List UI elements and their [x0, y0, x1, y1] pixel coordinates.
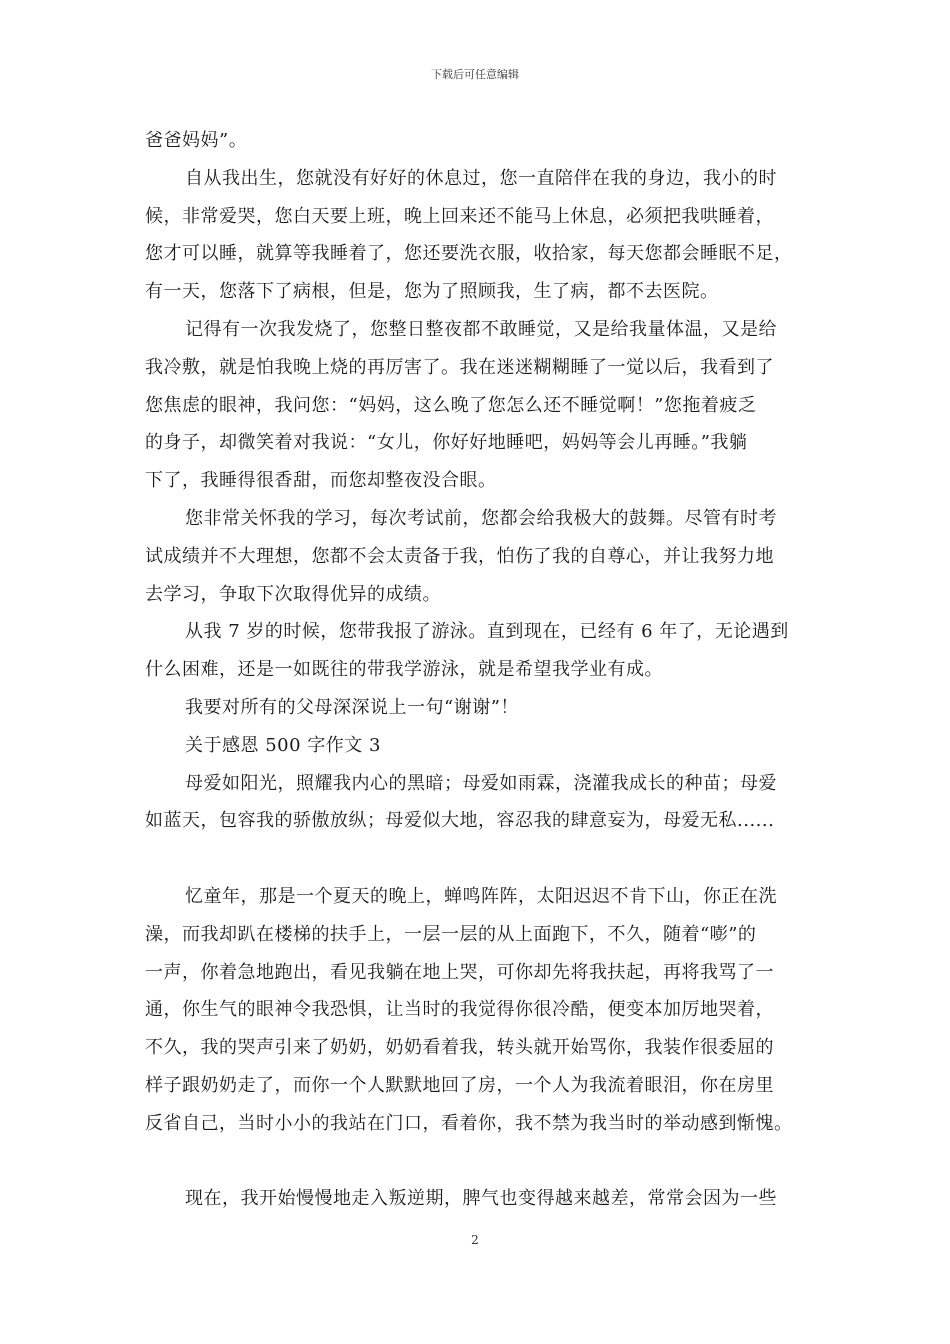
text-line: 通，你生气的眼神令我恐惧，让当时的我觉得你很冷酷，便变本加厉地哭着，	[145, 999, 774, 1021]
text-line: 记得有一次我发烧了，您整日整夜都不敢睡觉，又是给我量体温，又是给	[185, 318, 777, 340]
paragraph	[145, 311, 815, 500]
text-line: 我要对所有的父母深深说上一句“谢谢”！	[185, 696, 519, 718]
paragraph	[145, 689, 815, 727]
blank-line	[145, 840, 815, 878]
paragraph	[145, 613, 815, 689]
text-line: 忆童年，那是一个夏天的晚上，蝉鸣阵阵，太阳迟迟不肯下山，你正在洗	[185, 885, 777, 907]
paragraph	[145, 160, 815, 311]
text-line: 澡，而我却趴在楼梯的扶手上，一层一层的从上面跑下，不久，随着“嘭”的	[145, 923, 757, 945]
text-line: 去学习，争取下次取得优异的成绩。	[145, 583, 441, 605]
text-line: 如蓝天，包容我的骄傲放纵；母爱似大地，容忍我的肆意妄为，母爱无私......	[145, 810, 775, 832]
paragraph	[145, 765, 815, 841]
text-line: 不久，我的哭声引来了奶奶，奶奶看着我，转头就开始骂你，我装作很委屈的	[145, 1037, 774, 1059]
text-line: 试成绩并不大理想，您都不会太责备于我，怕伤了我的自尊心，并让我努力地	[145, 545, 774, 567]
text-line: 下了，我睡得很香甜，而您却整夜没合眼。	[145, 470, 497, 492]
text-line: 您焦虑的眼神，我问您：“妈妈，这么晚了您怎么还不睡觉啊！”您拖着疲乏	[145, 394, 757, 416]
page-header: 下载后可任意编辑	[431, 68, 519, 81]
section-heading	[145, 727, 815, 765]
text-line: 您才可以睡，就算等我睡着了，您还要洗衣服，收拾家，每天您都会睡眠不足，	[145, 243, 793, 265]
text-line: 样子跟奶奶走了，而你一个人默默地回了房，一个人为我流着眼泪，你在房里	[145, 1074, 774, 1096]
text-line: 爸爸妈妈”。	[145, 130, 248, 151]
paragraph	[145, 878, 815, 1143]
text-line: 候，非常爱哭，您白天要上班，晚上回来还不能马上休息，必须把我哄睡着，	[145, 205, 774, 227]
text-line: 我冷敷，就是怕我晚上烧的再厉害了。我在迷迷糊糊睡了一觉以后，我看到了	[145, 356, 774, 378]
document-body	[145, 122, 815, 1218]
text-line: 从我 7 岁的时候，您带我报了游泳。直到现在，已经有 6 年了，无论遇到	[185, 621, 789, 643]
text-line: 什么困难，还是一如既往的带我学游泳，就是希望我学业有成。	[145, 659, 663, 681]
paragraph	[145, 500, 815, 613]
text-line: 关于感恩 500 字作文 3	[185, 734, 381, 756]
blank-line	[145, 1143, 815, 1181]
text-line: 的身子，却微笑着对我说：“女儿，你好好地睡吧，妈妈等会儿再睡。”我躺	[145, 432, 748, 454]
paragraph	[145, 122, 815, 160]
paragraph	[145, 1180, 815, 1218]
text-line: 有一天，您落下了病根，但是，您为了照顾我，生了病，都不去医院。	[145, 281, 719, 303]
text-line: 一声，你着急地跑出，看见我躺在地上哭，可你却先将我扶起，再将我骂了一	[145, 961, 774, 983]
text-line: 母爱如阳光，照耀我内心的黑暗；母爱如雨霖，浇灌我成长的种苗；母爱	[185, 772, 777, 794]
text-line: 现在，我开始慢慢地走入叛逆期，脾气也变得越来越差，常常会因为一些	[185, 1188, 777, 1210]
text-line: 反省自己，当时小小的我站在门口，看着你，我不禁为我当时的举动感到惭愧。	[145, 1112, 793, 1134]
text-line: 自从我出生，您就没有好好的休息过，您一直陪伴在我的身边，我小的时	[185, 167, 777, 189]
text-line: 您非常关怀我的学习，每次考试前，您都会给我极大的鼓舞。尽管有时考	[185, 507, 777, 529]
page-number: 2	[471, 1233, 479, 1247]
